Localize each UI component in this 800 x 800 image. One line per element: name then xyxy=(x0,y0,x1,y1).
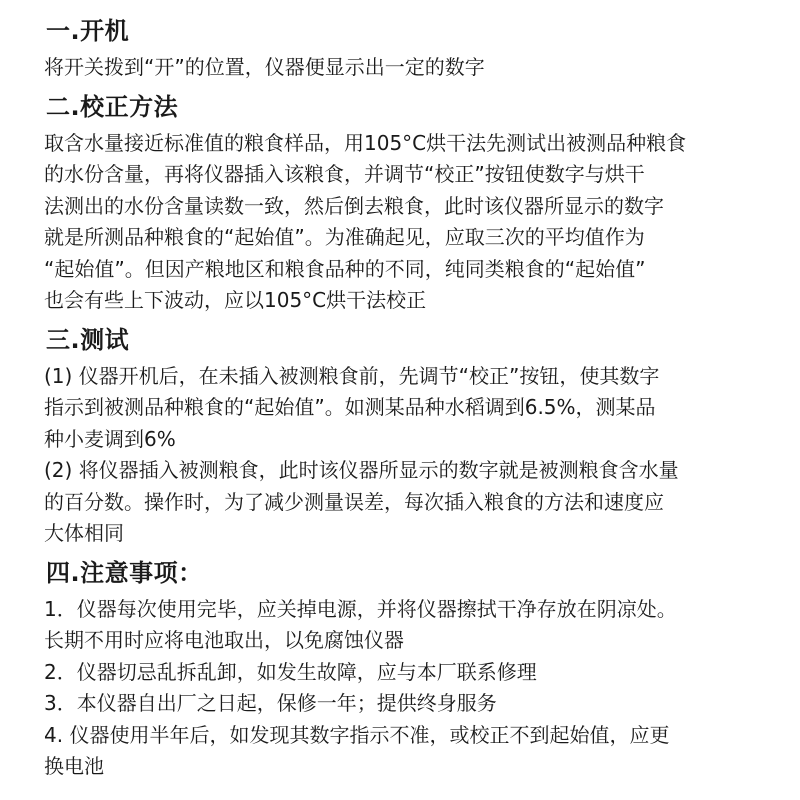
text-line: 4. 仪器使用半年后，如发现其数字指示不准，或校正不到起始值，应更 xyxy=(44,722,670,747)
text-line: 取含水量接近标准值的粮食样品，用105°C烘干法先测试出被测品种粮食 xyxy=(44,130,687,155)
text-line: 1．仪器每次使用完毕，应关掉电源，并将仪器擦拭干净存放在阴凉处。 xyxy=(44,596,677,621)
paragraph xyxy=(44,128,756,317)
text-line: 3．本仪器自出厂之日起，保修一年；提供终身服务 xyxy=(44,691,497,715)
section-testing xyxy=(44,323,756,550)
paragraph xyxy=(44,455,756,550)
paragraph xyxy=(44,361,756,456)
text-line: (2) 将仪器插入被测粮食，此时该仪器所显示的数字就是被测粮食含水量 xyxy=(44,458,679,482)
paragraph xyxy=(44,594,756,657)
text-line: 种小麦调到6% xyxy=(44,426,176,451)
text-line: 大体相同 xyxy=(44,521,124,545)
paragraph xyxy=(44,657,756,689)
section-heading: 四.注意事项： xyxy=(46,558,203,587)
paragraph xyxy=(44,688,756,720)
section-precautions xyxy=(44,556,756,783)
section-heading: 一.开机 xyxy=(46,17,130,45)
text-line: 2．仪器切忌乱拆乱卸，如发生故障，应与本厂联系修理 xyxy=(44,659,537,684)
paragraph xyxy=(44,720,756,783)
text-line: “起始值”。但因产粮地区和粮食品种的不同，纯同类粮食的“起始值” xyxy=(44,256,646,281)
text-line: 将开关拨到“开”的位置，仪器便显示出一定的数字 xyxy=(44,55,485,79)
text-line: 换电池 xyxy=(44,754,104,778)
text-line: 的水份含量，再将仪器插入该粮食，并调节“校正”按钮使数字与烘干 xyxy=(44,162,645,186)
section-calibration-method xyxy=(44,90,756,317)
text-line: 的百分数。操作时，为了减少测量误差，每次插入粮食的方法和速度应 xyxy=(44,489,664,514)
text-line: 法测出的水份含量读数一致，然后倒去粮食，此时该仪器所显示的数字 xyxy=(44,193,664,218)
text-line: 指示到被测品种粮食的“起始值”。如测某品种水稻调到6.5%，测某品 xyxy=(44,395,656,419)
section-power-on xyxy=(44,14,756,84)
section-heading: 二.校正方法 xyxy=(46,92,179,121)
paragraph xyxy=(44,52,756,84)
text-line: 也会有些上下波动，应以105°C烘干法校正 xyxy=(44,288,427,312)
text-line: (1) 仪器开机后，在未插入被测粮食前，先调节“校正”按钮，使其数字 xyxy=(44,363,660,388)
text-line: 就是所测品种粮食的“起始值”。为准确起见，应取三次的平均值作为 xyxy=(44,225,645,249)
section-heading: 三.测试 xyxy=(46,325,130,354)
text-line: 长期不用时应将电池取出，以免腐蚀仪器 xyxy=(44,628,404,652)
